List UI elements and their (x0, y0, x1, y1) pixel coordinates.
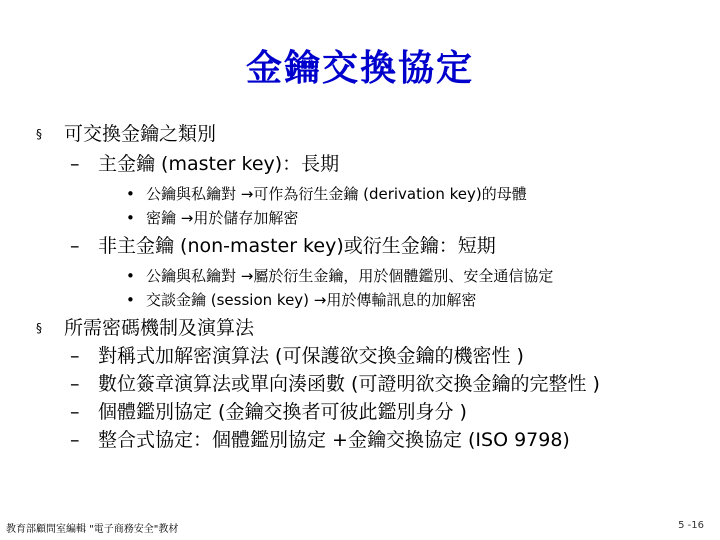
dash-marker: – (70, 373, 80, 395)
dot-marker: • (126, 267, 135, 285)
bullet-text: 密鑰 →用於儲存加解密 (146, 209, 299, 227)
dash-marker: – (70, 345, 80, 367)
slide-outline (36, 120, 696, 454)
bullet-level1-key-categories (36, 120, 696, 148)
bullet-text: 公鑰與私鑰對 →可作為衍生金鑰 (derivation key)的母體 (146, 185, 527, 203)
dot-marker: • (126, 209, 135, 227)
bullet-level3-keypair-authentication (36, 266, 576, 286)
bullet-text: 個體鑑別協定 (金鑰交換者可彼此鑑別身分 ) (98, 401, 467, 423)
dot-marker: • (126, 185, 135, 203)
slide-title: 金鑰交換協定 (245, 48, 474, 89)
dash-marker: – (70, 235, 80, 257)
bullet-text: 非主金鑰 (non-master key)或衍生金鑰：短期 (98, 235, 496, 257)
dash-marker: – (70, 153, 80, 175)
bullet-level3-session-key (36, 290, 696, 310)
bullet-text: 交談金鑰 (session key) →用於傳輸訊息的加解密 (146, 291, 477, 309)
bullet-level2-symmetric-encryption (36, 342, 696, 370)
bullet-level2-master-key (36, 150, 696, 178)
bullet-text: 整合式協定：個體鑑別協定 +金鑰交換協定 (ISO 9798) (98, 429, 570, 451)
bullet-level2-integrated-protocol (36, 426, 696, 454)
bullet-text: 公鑰與私鑰對 →屬於衍生金鑰，用於個體鑑別、安全通信協定 (146, 267, 554, 285)
section-marker: § (36, 127, 42, 141)
bullet-level1-mechanisms (36, 314, 696, 342)
dash-marker: – (70, 401, 80, 423)
dash-marker: – (70, 429, 80, 451)
dot-marker: • (126, 291, 135, 309)
bullet-text: 主金鑰 (master key)：長期 (98, 153, 340, 175)
bullet-level2-digital-signature (36, 370, 658, 398)
bullet-text: 對稱式加解密演算法 (可保護欲交換金鑰的機密性 ) (98, 345, 524, 367)
section-marker: § (36, 321, 42, 335)
footer-source: 教育部顧問室編輯 "電子商務安全"教材 (6, 524, 179, 535)
bullet-text: 可交換金鑰之類別 (64, 123, 217, 145)
bullet-level3-keypair-derivation (36, 184, 696, 204)
bullet-level3-secret-key-storage (36, 208, 696, 228)
page-number: 5 -16 (678, 520, 704, 531)
bullet-text: 所需密碼機制及演算法 (64, 317, 255, 339)
bullet-level2-entity-authentication (36, 398, 696, 426)
bullet-level2-non-master-key (36, 232, 696, 260)
bullet-text: 數位簽章演算法或單向湊函數 (可證明欲交換金鑰的完整性 ) (98, 373, 600, 395)
